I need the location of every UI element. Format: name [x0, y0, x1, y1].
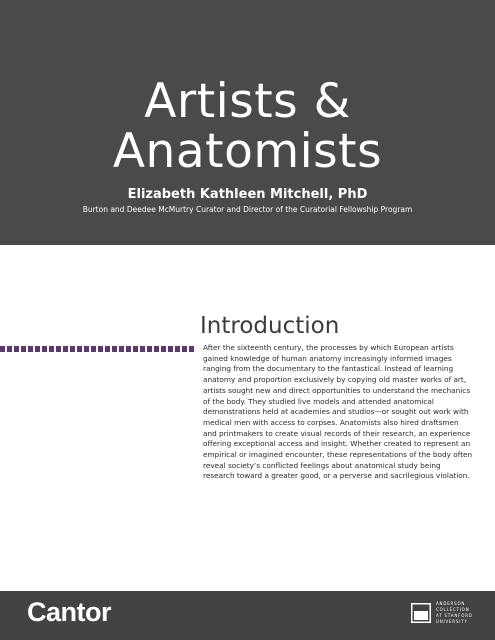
anderson-logo-icon: [411, 603, 431, 623]
cantor-wordmark: Cantor: [27, 597, 111, 627]
author-role: Burton and Deedee McMurtry Curator and Director of the Curatorial Fellowship Program: [82, 205, 413, 214]
author-name: Elizabeth Kathleen Mitchell, PhD: [127, 187, 368, 202]
footer-bar: [0, 591, 495, 640]
anderson-logo-text: [436, 601, 481, 625]
introduction-paragraph: After the sixteenth century, the processes by which European artists gained knowledge of human anatomy increasingly informed images ranging from the documentary to the fantastical. Instead of learning anatomy and proportion exclusively by copying old master works of art, artists sought new and direct opportunities to understand the mechanics of the body. They studied live models and attended anatomical demonstrations held at academies and studios—or sought out work with medical men with access to corpses. Anatomists also hired draftsmen and printmakers to create visual records of their research, an experience offering exceptional access and insight. Whether created to represent an empirical or imagined encounter, these representations of the body often reveal society’s conflicted feelings about anatomical study being research toward a greater good, or a perverse and sacrilegious violation.: [203, 343, 473, 481]
section-heading-introduction: Introduction: [200, 313, 340, 339]
page-title-line-1: Artists &: [144, 74, 351, 129]
logo-line-4: UNIVERSITY: [436, 619, 468, 624]
dotted-divider: [0, 346, 195, 352]
title-banner: [0, 0, 495, 245]
logo-line-3: AT STANFORD: [436, 613, 473, 618]
page-title-line-2: Anatomists: [112, 124, 383, 179]
logo-line-2: COLLECTION: [436, 607, 470, 612]
logo-line-1: ANDERSON: [436, 601, 466, 606]
